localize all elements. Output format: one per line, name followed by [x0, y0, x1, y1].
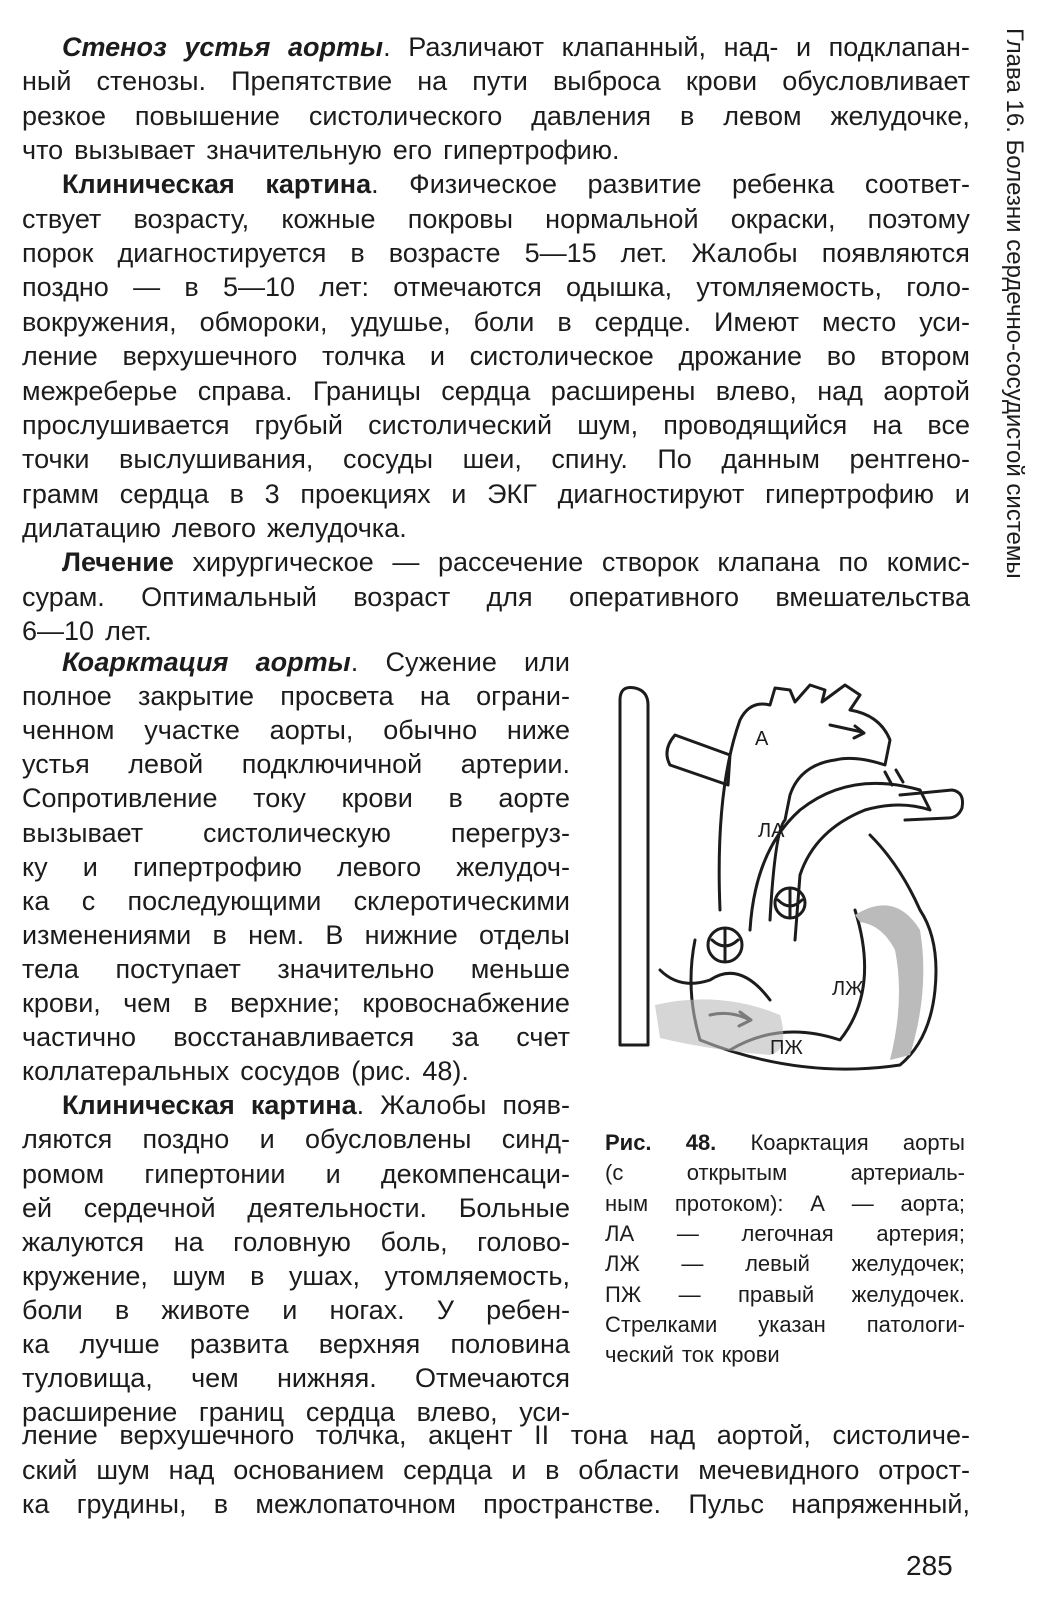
text-line: ей сердечной деятельности. Больные: [22, 1192, 570, 1223]
text-line: ромом гипертонии и декомпенсаци-: [22, 1158, 570, 1189]
text-line: грамм сердца в 3 проекциях и ЭКГ диагностируют гипертрофию и: [22, 478, 970, 509]
right-ventricle-shading: [655, 999, 783, 1055]
text-line: ский шум над основанием сердца и в области мечевидного отрост-: [22, 1454, 970, 1485]
label-aorta: А: [755, 728, 769, 750]
caption-line: (с открытым артериаль-: [605, 1160, 965, 1186]
text-line: устья левой подключичной артерии.: [22, 749, 570, 780]
heart-diagram: [600, 660, 980, 1110]
text-line: дилатацию левого желудочка.: [22, 512, 407, 543]
text-line: ствует возрасту, кожные покровы нормальной окраски, поэтому: [22, 203, 970, 234]
caption-line: ЛА — легочная артерия;: [605, 1220, 965, 1246]
text-line: ка с последующими склеротическими: [22, 885, 570, 916]
text-line: резкое повышение систолического давления в левом желудочке,: [22, 100, 970, 131]
caption-line: Рис. 48. Коарктация аорты: [605, 1130, 965, 1155]
text-line: туловища, чем нижняя. Отмечаются: [22, 1363, 570, 1394]
text-line: 6—10 лет.: [22, 615, 152, 646]
text-line: Стеноз устья аорты. Различают клапанный, над- и подклапан-: [62, 32, 970, 62]
aortic-arch: [719, 685, 890, 920]
text-line: Клиническая картина. Физическое развитие ребенка соответ-: [62, 169, 970, 200]
text-line: прослушивается грубый систолический шум, проводящийся на все: [22, 409, 970, 440]
text-line: ка грудины, в межлопаточном пространстве. Пульс напряженный,: [22, 1489, 970, 1519]
text-line: боли в животе и ногах. У ребен-: [22, 1294, 570, 1325]
text-line: кружение, шум в ушах, утомляемость,: [22, 1260, 570, 1291]
caption-line: ческий ток крови: [605, 1342, 780, 1368]
text-line: порок диагностируется в возрасте 5—15 лет. Жалобы появляются: [22, 238, 970, 269]
text-line: изменениями в нем. В нижние отделы: [22, 919, 570, 950]
text-line: сурам. Оптимальный возраст для оперативного вмешательства: [22, 581, 970, 612]
text-line: что вызывает значительную его гипертрофию.: [22, 135, 620, 166]
text-line: жалуются на головную боль, голово-: [22, 1226, 570, 1257]
text-line: коллатеральных сосудов (рис. 48).: [22, 1056, 469, 1087]
ventricle-wall: [660, 970, 770, 1000]
label-pulmonary-artery: ЛА: [758, 820, 785, 842]
label-left-ventricle: ЛЖ: [832, 978, 864, 1000]
text-line: ка лучше развита верхняя половина: [22, 1329, 570, 1359]
caption-line: ЛЖ — левый желудочек;: [605, 1251, 965, 1277]
text-line: поздно — в 5—10 лет: отмечаются одышка, утомляемость, голо-: [22, 272, 970, 303]
text-line: ку и гипертрофию левого желудоч-: [22, 851, 570, 882]
text-line: ление верхушечного толчка, акцент II тона над аортой, систоличе-: [22, 1420, 970, 1450]
text-line: вызывает систолическую перегруз-: [22, 817, 570, 848]
text-line: Сопротивление току крови в аорте: [22, 783, 570, 814]
text-line: Коарктация аорты. Сужение или: [62, 647, 570, 677]
label-right-ventricle: ПЖ: [770, 1037, 803, 1059]
text-line: расширение границ сердца влево, уси-: [22, 1397, 570, 1428]
text-line: крови, чем в верхние; кровоснабжение: [22, 988, 570, 1018]
subclavian-branch: [667, 735, 730, 785]
text-line: частично восстанавливается за счет: [22, 1022, 570, 1053]
text-line: ление верхушечного толчка и систолическое дрожание во втором: [22, 341, 970, 372]
caption-line: ным протоком): А — аорта;: [605, 1190, 965, 1216]
caption-line: ПЖ — правый желудочек.: [605, 1281, 965, 1307]
chapter-running-header: Глава 16. Болезни сердечно-сосудистой системы: [1001, 28, 1028, 579]
text-line: ный стенозы. Препятствие на пути выброса крови обусловливает: [22, 66, 970, 97]
vena-cava: [620, 688, 648, 1046]
text-line: ченном участке аорты, обычно ниже: [22, 715, 570, 746]
text-line: полное закрытие просвета на ограни-: [22, 681, 570, 712]
caption-line: Стрелками указан патологи-: [605, 1311, 965, 1337]
text-line: точки выслушивания, сосуды шеи, спину. По данным рентгено-: [22, 444, 970, 475]
text-line: межреберье справа. Границы сердца расширены влево, над аортой: [22, 375, 970, 406]
text-line: ляются поздно и обусловлены синд-: [22, 1124, 570, 1155]
page-number: 285: [906, 1550, 953, 1581]
text-line: Лечение хирургическое — рассечение створок клапана по комис-: [62, 547, 970, 578]
text-line: тела поступает значительно меньше: [22, 953, 570, 984]
text-line: вокружения, обмороки, удушье, боли в сердце. Имеют место уси-: [22, 306, 970, 337]
left-ventricle-shading: [855, 905, 923, 1060]
text-line: Клиническая картина. Жалобы появ-: [62, 1090, 570, 1121]
